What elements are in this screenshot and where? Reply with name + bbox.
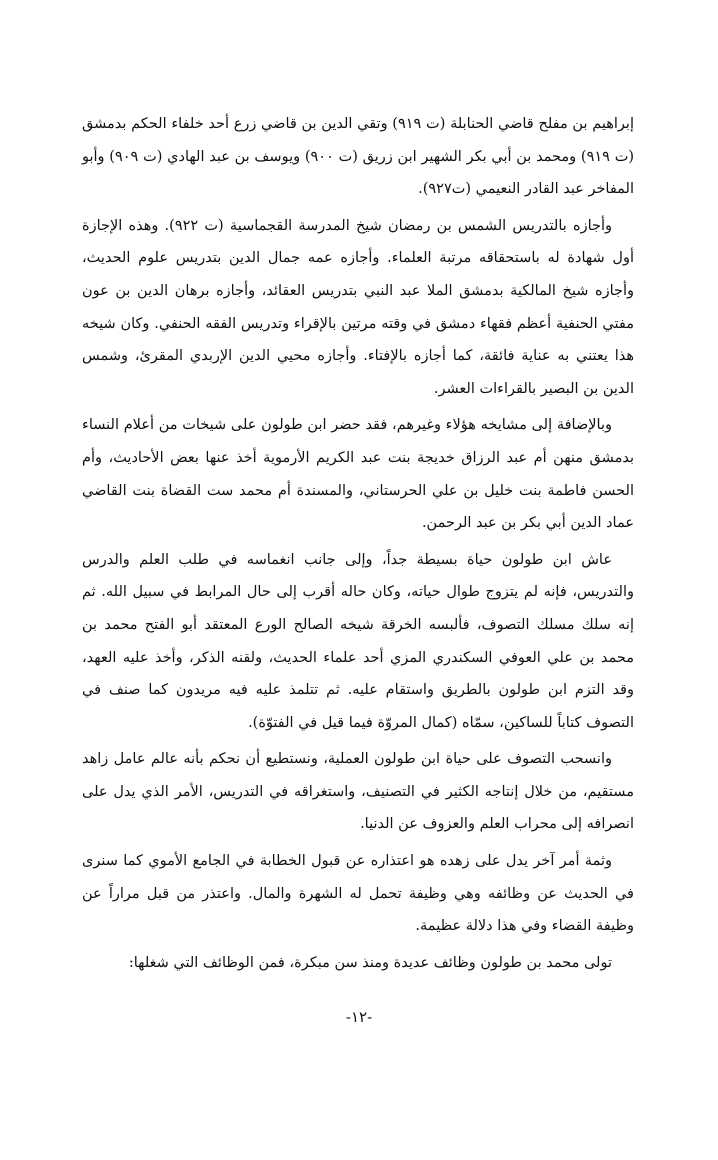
- paragraph-positions-intro: تولى محمد بن طولون وظائف عديدة ومنذ سن مبكرة، فمن الوظائف التي شغلها:: [128, 954, 612, 971]
- paragraph-sufism: عاش ابن طولون حياة بسيطة جداً، وإلى جانب انغماسه في طلب العلم والدرس والتدريس، فإنه لم يتزوج طوال حياته، وكان حاله أقرب إلى حال المرابط في سبيل الله. ثم إنه سلك مسلك التصوف، فألبسه الخرقة شيخه الصالح الورع المعتقد أبو الفتح محمد بن محمد بن علي العوفي السكندري المزي أحد علماء الحديث، ولقنه الذكر، وأخذ عليه العهد، وقد التزم ابن طولون بالطريق واستقام عليه. ثم تتلمذ عليه فيه مريدون كما صنف في التصوف كتاباً للساكين، سمّاه (كمال المروّة فيما قيل في الفتوّة).: [82, 551, 634, 731]
- paragraph-ascetic-life: وانسحب التصوف على حياة ابن طولون العملية، ونستطيع أن نحكم بأنه عالم عامل زاهد مستقيم، من خلال إنتاجه الكثير في التصنيف، واستغراقه في التدريس، الأمر الذي يدل على انصرافه إلى محراب العلم والعزوف عن الدنيا.: [82, 751, 634, 833]
- page-body: [82, 108, 634, 983]
- paragraph-teachers-list: إبراهيم بن مفلح قاضي الحنابلة (ت ٩١٩) وتقي الدين بن قاضي زرع أحد خلفاء الحكم بدمشق (ت ٩١٩) ومحمد بن أبي بكر الشهير ابن زريق (ت ٩٠٠) ويوسف بن عبد الهادي (ت ٩٠٩) وأبو المفاخر عبد القادر النعيمي (ت٩٢٧).: [82, 116, 635, 198]
- paragraph-declined-posts: وثمة أمر آخر يدل على زهده هو اعتذاره عن قبول الخطابة في الجامع الأموي كما سنرى في الحديث عن وظائفه وهي وظيفة تحمل له الشهرة والمال. واعتذر من قبل مراراً عن وظيفة القضاء وفي هذا دلالة عظيمة.: [82, 853, 634, 935]
- page-number: -١٢-: [345, 1008, 373, 1026]
- paragraph-female-teachers: وبالإضافة إلى مشايخه هؤلاء وغيرهم، فقد حضر ابن طولون على شيخات من أعلام النساء بدمشق منهن أم عبد الرزاق خديجة بنت عبد الكريم الأرموية أخذ عنها بعض الأحاديث، وأم الحسن فاطمة بنت خليل بن علي الحرستاني، والمسندة أم محمد ست القضاة بنت القاضي عماد الدين أبي بكر بن عبد الرحمن.: [82, 417, 634, 532]
- paragraph-teaching-licenses: وأجازه بالتدريس الشمس بن رمضان شيخ المدرسة القجماسية (ت ٩٢٢). وهذه الإجازة أول شهادة له باستحقاقه مرتبة العلماء. وأجازه عمه جمال الدين بتدريس علوم الحديث، وأجازه شيخ المالكية بدمشق الملا عبد النبي بتدريس العقائد، وأجازه برهان الدين بن عون مفتي الحنفية أعظم فقهاء دمشق في وقته مرتين بالإقراء وتدريس الفقه الحنفي. وكان شيخه هذا يعتني به عناية فائقة، كما أجازه بالإفتاء. وأجازه محيي الدين الإربدي المقرئ، وشمس الدين بن البصير بالقراءات العشر.: [82, 217, 634, 397]
